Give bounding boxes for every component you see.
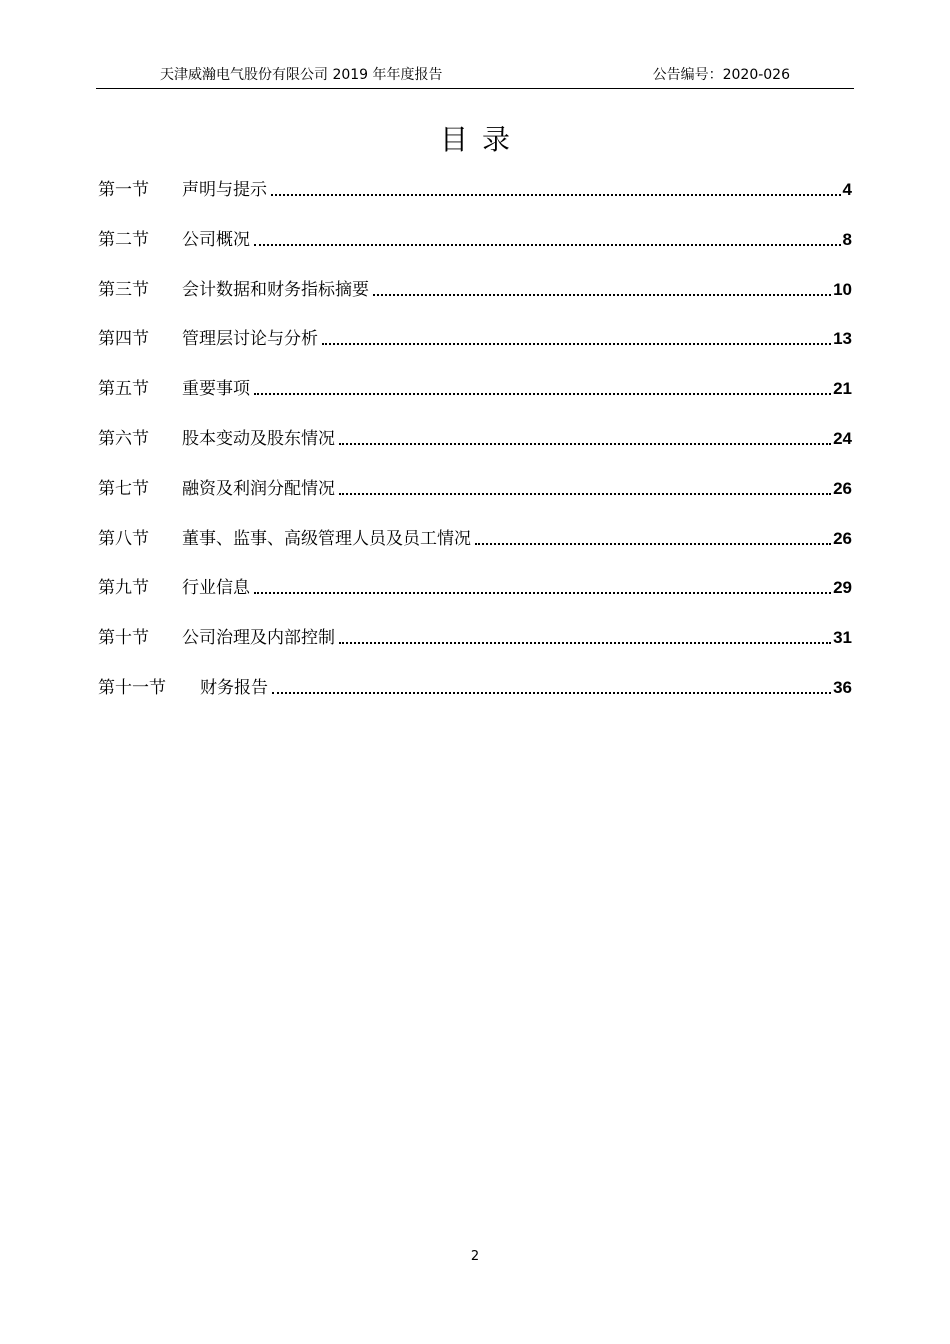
toc-dot-leader [254, 244, 841, 246]
toc-item-section-7[interactable] [98, 475, 852, 503]
toc-dot-leader [254, 592, 831, 594]
toc-section-title: 行业信息 [182, 578, 250, 599]
toc-dot-leader [272, 692, 831, 694]
toc-dot-leader [339, 493, 831, 495]
toc-section-number: 第八节 [98, 528, 149, 549]
toc-section-number: 第十节 [98, 628, 149, 649]
toc-page-number: 29 [833, 578, 852, 598]
toc-section-title: 声明与提示 [182, 180, 267, 200]
toc-section-title: 管理层讨论与分析 [182, 329, 318, 350]
header-announcement-number: 公告编号：2020-026 [652, 67, 790, 83]
toc-dot-leader [254, 393, 831, 395]
toc-page-number: 36 [833, 677, 852, 697]
header-company-report: 天津威瀚电气股份有限公司 2019 年年度报告 [160, 67, 443, 83]
toc-dot-leader [322, 343, 831, 345]
toc-section-number: 第九节 [98, 578, 149, 599]
toc-section-number: 第六节 [98, 428, 149, 449]
toc-item-section-1[interactable] [98, 176, 852, 204]
header-divider [96, 88, 854, 89]
toc-item-section-3[interactable] [98, 276, 852, 304]
toc-section-number: 第一节 [98, 180, 149, 200]
toc-item-section-8[interactable] [98, 525, 852, 553]
toc-item-section-2[interactable] [98, 226, 852, 254]
toc-dot-leader [339, 642, 831, 644]
toc-section-title: 董事、监事、高级管理人员及员工情况 [182, 528, 471, 549]
toc-section-title: 公司治理及内部控制 [182, 628, 335, 649]
toc-page-number: 13 [833, 329, 852, 349]
toc-section-title: 融资及利润分配情况 [182, 478, 335, 499]
toc-item-section-5[interactable] [98, 375, 852, 403]
toc-section-title: 财务报告 [200, 677, 268, 698]
toc-page-number: 31 [833, 628, 852, 648]
toc-section-title: 公司概况 [182, 229, 250, 250]
toc-page-number: 10 [833, 279, 852, 299]
toc-dot-leader [475, 543, 831, 545]
toc-dot-leader [339, 443, 831, 445]
toc-item-section-6[interactable] [98, 425, 852, 453]
toc-section-number: 第四节 [98, 329, 149, 350]
toc-page-number: 4 [842, 180, 852, 199]
toc-page-number: 8 [842, 229, 852, 249]
toc-dot-leader [271, 194, 841, 196]
toc-dot-leader [373, 294, 831, 296]
toc-item-section-4[interactable] [98, 325, 852, 353]
toc-page-number: 26 [833, 478, 852, 498]
toc-section-title: 股本变动及股东情况 [182, 428, 335, 449]
toc-section-title: 会计数据和财务指标摘要 [182, 279, 369, 300]
toc-section-number: 第七节 [98, 478, 149, 499]
toc-section-number: 第十一节 [98, 677, 166, 698]
page-number: 2 [470, 1249, 480, 1264]
table-of-contents [98, 176, 852, 724]
toc-page-number: 21 [833, 379, 852, 399]
toc-section-title: 重要事项 [182, 379, 250, 400]
toc-item-section-10[interactable] [98, 624, 852, 652]
toc-section-number: 第二节 [98, 229, 149, 250]
toc-section-number: 第三节 [98, 279, 149, 300]
toc-section-number: 第五节 [98, 379, 149, 400]
toc-item-section-9[interactable] [98, 574, 852, 602]
toc-page-number: 26 [833, 528, 852, 548]
toc-item-section-11[interactable] [98, 674, 852, 702]
toc-title: 目录 [439, 123, 524, 156]
toc-page-number: 24 [833, 428, 852, 448]
